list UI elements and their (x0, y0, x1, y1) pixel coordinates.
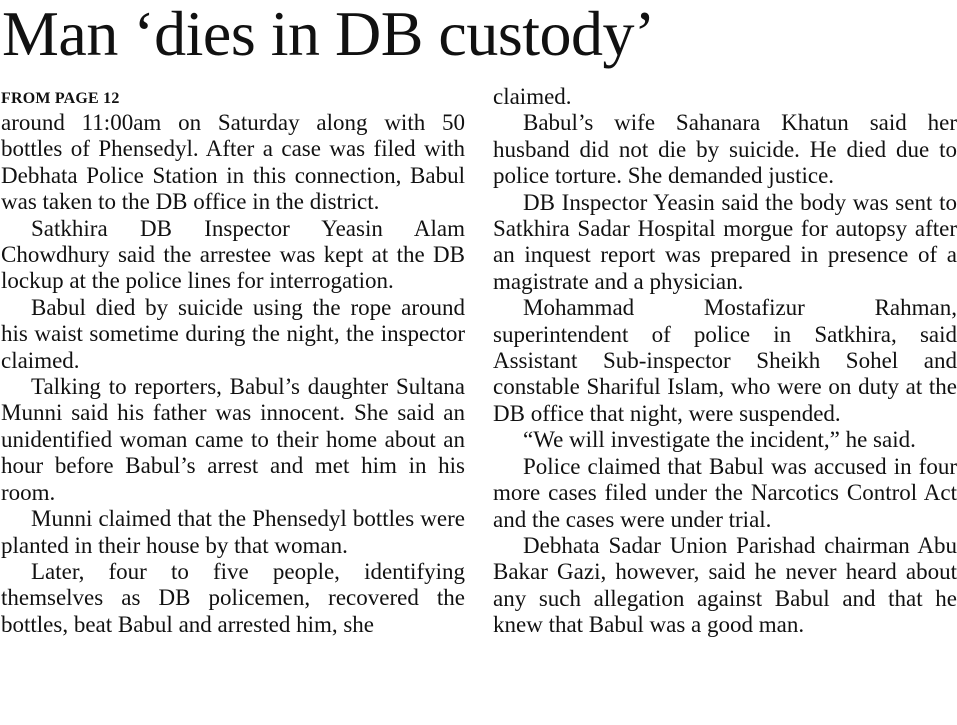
continuation-label: FROM PAGE 12 (1, 90, 120, 107)
paragraph: around 11:00am on Saturday along with 50 bottles of Phensedyl. After a case was filed with Debhata Police Station in this connection, Babul was taken to the DB office in the district. (1, 110, 465, 215)
headline: Man ‘dies in DB custody’ (2, 0, 655, 69)
paragraph: “We will investigate the incident,” he said. (523, 427, 916, 453)
paragraph: DB Inspector Yeasin said the body was sent to Satkhira Sadar Hospital morgue for autopsy after an inquest report was prepared in presence of a magistrate and a physician. (493, 189, 957, 294)
paragraph: claimed. (493, 84, 572, 109)
paragraph: Mohammad Mostafizur Rahman, superintendent of police in Satkhira, said Assistant Sub-inspector Sheikh Sohel and constable Shariful Islam, who were on duty at the DB office that night, were suspended. (493, 295, 957, 426)
paragraph: Debhata Sadar Union Parishad chairman Abu Bakar Gazi, however, said he never heard about any such allegation against Babul and that he knew that Babul was a good man. (493, 532, 957, 638)
paragraph: Babul died by suicide using the rope around his waist sometime during the night, the inspector claimed. (1, 294, 465, 373)
paragraph: Satkhira DB Inspector Yeasin Alam Chowdhury said the arrestee was kept at the DB lockup at the police lines for interrogation. (1, 215, 465, 294)
paragraph: Munni claimed that the Phensedyl bottles were planted in their house by that woman. (1, 506, 465, 558)
paragraph: Police claimed that Babul was accused in four more cases filed under the Narcotics Control Act and the cases were under trial. (493, 453, 957, 532)
paragraph: Talking to reporters, Babul’s daughter Sultana Munni said his father was innocent. She said an unidentified woman came to their home about an hour before Babul’s arrest and met him in his room. (1, 374, 465, 505)
article-column-right (493, 84, 957, 639)
paragraph: Babul’s wife Sahanara Khatun said her husband did not die by suicide. He died due to police torture. She demanded justice. (493, 110, 957, 189)
article-column-left (1, 88, 465, 638)
paragraph: Later, four to five people, identifying themselves as DB policemen, recovered the bottles, beat Babul and arrested him, she (1, 558, 465, 637)
